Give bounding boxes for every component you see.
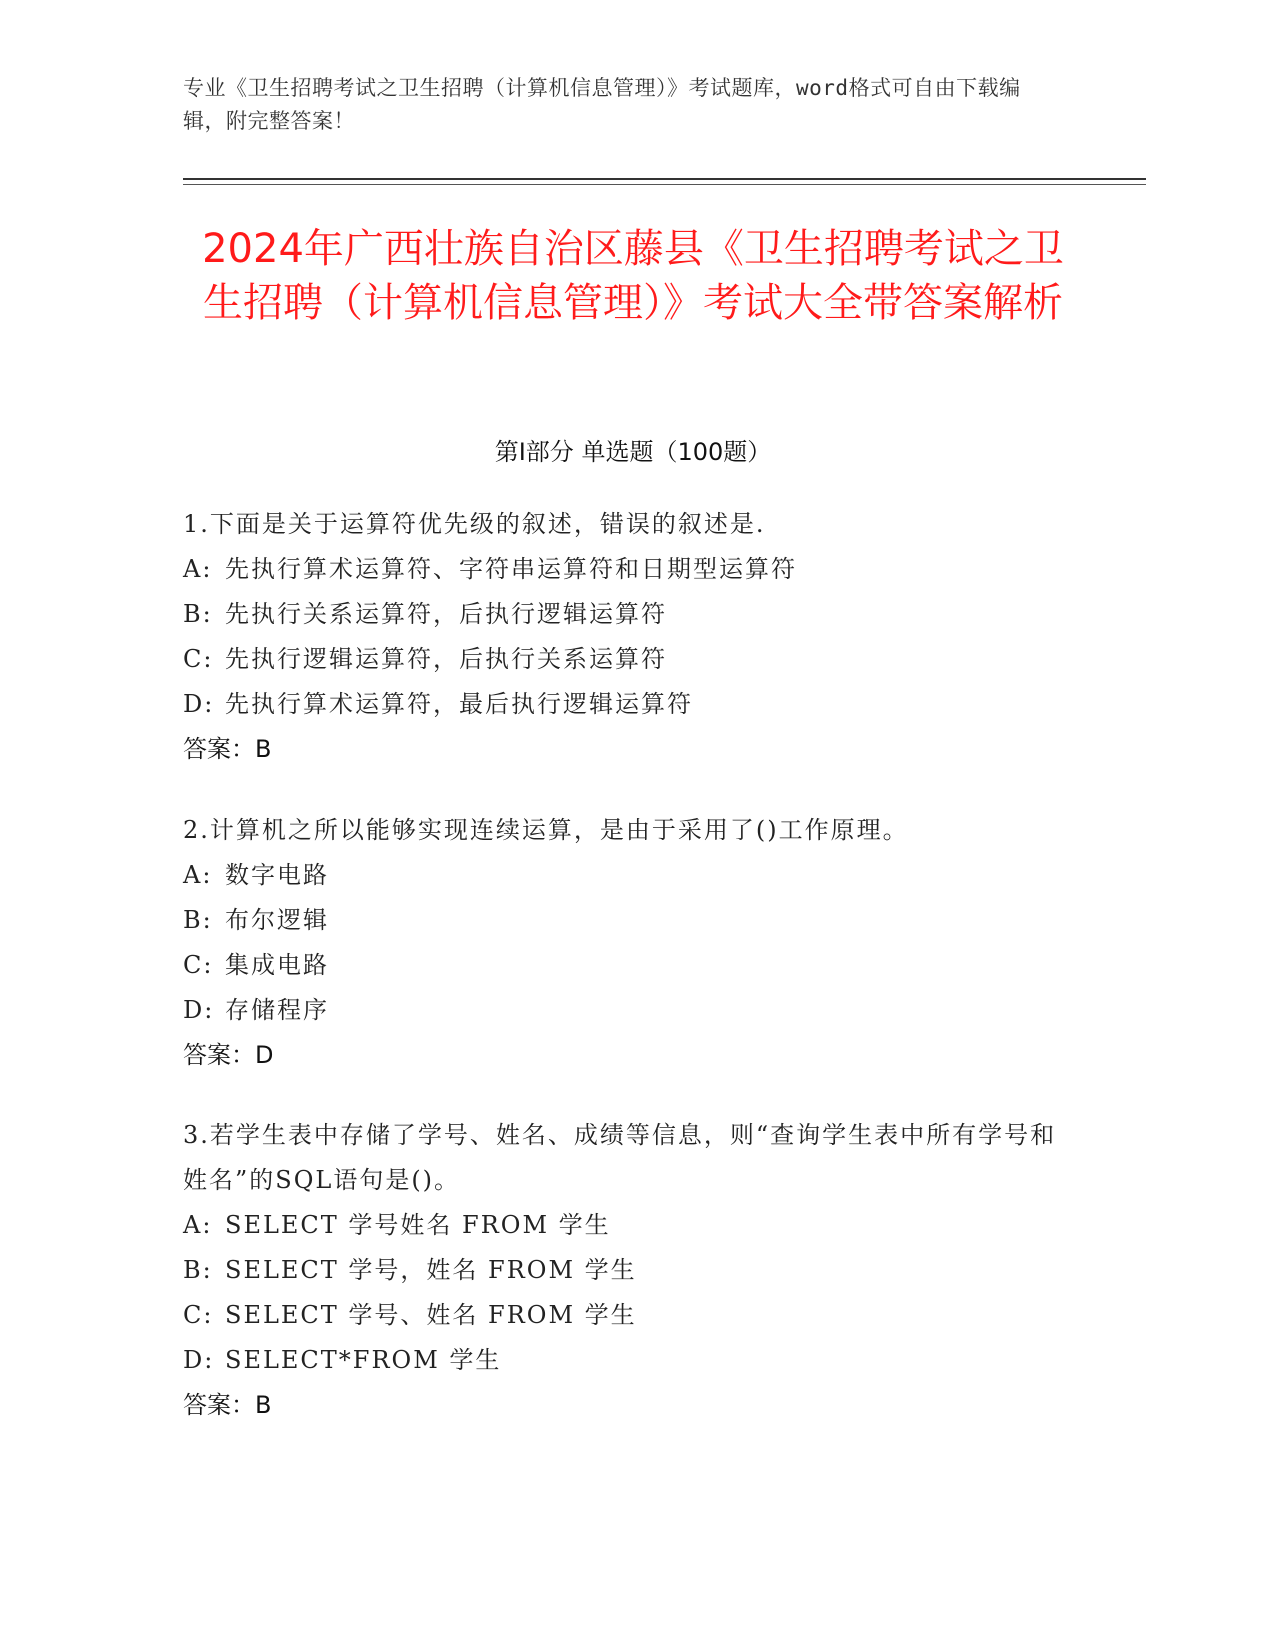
header-divider-thick [183, 178, 1146, 180]
option-text: 先执行逻辑运算符，后执行关系运算符 [225, 645, 667, 673]
header-note: 专业《卫生招聘考试之卫生招聘（计算机信息管理）》考试题库，word格式可自由下载编辑，附完整答案！ [183, 76, 1021, 133]
question-stem: 3.若学生表中存储了学号、姓名、成绩等信息，则“查询学生表中所有学号和姓名”的SQL语句是()。 [183, 1121, 1057, 1194]
option-text: 存储程序 [225, 996, 329, 1024]
option-letter: D: [183, 996, 215, 1024]
question-stem: 2.计算机之所以能够实现连续运算，是由于采用了()工作原理。 [183, 816, 909, 844]
option-letter: D: [183, 1346, 215, 1374]
option-letter: A: [183, 861, 213, 889]
section-title: 第Ⅰ部分 单选题（100题） [494, 438, 772, 466]
answer-line: 答案：D [183, 1041, 274, 1069]
document-title: 2024年广西壮族自治区藤县《卫生招聘考试之卫生招聘（计算机信息管理）》考试大全带答案解析 [202, 226, 1064, 326]
question-3 [183, 1113, 1083, 1428]
option-a [183, 1203, 1083, 1248]
option-d [183, 1338, 1083, 1383]
option-text: SELECT 学号，姓名 FROM 学生 [225, 1256, 637, 1284]
option-letter: C: [183, 951, 214, 979]
option-c [183, 1293, 1083, 1338]
option-c [183, 943, 1083, 988]
option-letter: C: [183, 1301, 214, 1329]
option-letter: A: [183, 1211, 213, 1239]
header-divider-thin [183, 184, 1146, 185]
option-text: SELECT 学号、姓名 FROM 学生 [225, 1301, 637, 1329]
option-text: 集成电路 [225, 951, 329, 979]
option-letter: A: [183, 555, 213, 583]
option-a [183, 547, 1083, 592]
option-text: 布尔逻辑 [225, 906, 329, 934]
option-text: 先执行关系运算符，后执行逻辑运算符 [225, 600, 667, 628]
option-letter: B: [183, 1256, 213, 1284]
option-text: SELECT 学号姓名 FROM 学生 [225, 1211, 611, 1239]
answer-line: 答案：B [183, 735, 272, 763]
question-1 [183, 502, 1083, 772]
option-letter: B: [183, 600, 213, 628]
option-a [183, 853, 1083, 898]
option-letter: C: [183, 645, 214, 673]
question-stem: 1.下面是关于运算符优先级的叙述，错误的叙述是. [183, 510, 766, 538]
option-d [183, 682, 1083, 727]
option-text: 数字电路 [225, 861, 329, 889]
option-b [183, 898, 1083, 943]
option-letter: B: [183, 906, 213, 934]
question-2 [183, 808, 1083, 1078]
option-text: SELECT*FROM 学生 [225, 1346, 502, 1374]
option-text: 先执行算术运算符，最后执行逻辑运算符 [225, 690, 693, 718]
option-text: 先执行算术运算符、字符串运算符和日期型运算符 [225, 555, 797, 583]
answer-line: 答案：B [183, 1391, 272, 1419]
option-c [183, 637, 1083, 682]
option-b [183, 1248, 1083, 1293]
option-b [183, 592, 1083, 637]
option-letter: D: [183, 690, 215, 718]
option-d [183, 988, 1083, 1033]
